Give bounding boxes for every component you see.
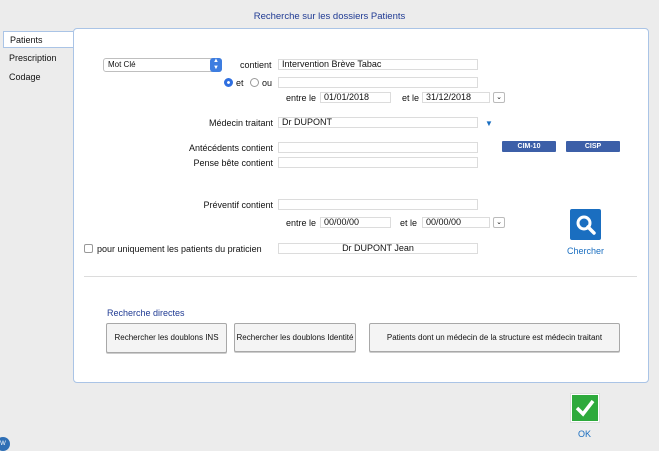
radio-et-label: et xyxy=(236,78,244,88)
pense-bete-label: Pense bête contient xyxy=(193,158,273,168)
radio-ou-label: ou xyxy=(262,78,273,88)
medecin-dropdown-icon[interactable]: ▼ xyxy=(485,119,493,128)
medecin-label: Médecin traitant xyxy=(208,118,273,128)
checkmark-icon xyxy=(571,394,599,422)
preventif-input[interactable] xyxy=(278,199,478,210)
cisp-button[interactable]: CISP xyxy=(566,141,620,152)
date2-to-label: et le xyxy=(400,218,418,228)
recherche-directes-label: Recherche directes xyxy=(107,308,185,318)
date2-to-input[interactable]: 00/00/00 xyxy=(422,217,490,228)
tab-prescription[interactable]: Prescription xyxy=(9,53,57,63)
tab-codage[interactable]: Codage xyxy=(9,72,41,82)
keyword-input[interactable]: Intervention Brève Tabac xyxy=(278,59,478,70)
search-button[interactable] xyxy=(570,209,601,240)
date1-to-label: et le xyxy=(402,93,420,103)
ok-button[interactable] xyxy=(570,393,600,423)
pense-bete-input[interactable] xyxy=(278,157,478,168)
date2-from-label: entre le xyxy=(286,218,317,228)
date2-dropdown-icon[interactable]: ⌄ xyxy=(493,217,505,228)
date1-from-input[interactable]: 01/01/2018 xyxy=(320,92,391,103)
app-badge-icon: W xyxy=(0,437,10,451)
window-title: Recherche sur les dossiers Patients xyxy=(253,11,406,22)
magnifier-icon xyxy=(570,209,601,240)
contient-label: contient xyxy=(240,60,272,70)
chercher-label[interactable]: Chercher xyxy=(567,246,605,256)
praticien-input[interactable]: Dr DUPONT Jean xyxy=(278,243,478,254)
radio-ou[interactable] xyxy=(250,78,259,87)
doublons-ins-button[interactable]: Rechercher les doublons INS xyxy=(106,323,227,353)
date1-to-input[interactable]: 31/12/2018 xyxy=(422,92,490,103)
antecedents-label: Antécédents contient xyxy=(188,143,273,153)
ok-label[interactable]: OK xyxy=(578,429,592,439)
date1-dropdown-icon[interactable]: ⌄ xyxy=(493,92,505,103)
antecedents-input[interactable] xyxy=(278,142,478,153)
keyword-input-2[interactable] xyxy=(278,77,478,88)
cim10-button[interactable]: CIM-10 xyxy=(502,141,556,152)
medecin-input[interactable]: Dr DUPONT xyxy=(278,117,478,128)
tab-patients[interactable]: Patients xyxy=(3,31,73,48)
select-arrows-icon: ▲ ▼ xyxy=(210,58,222,72)
medecin-structure-button[interactable]: Patients dont un médecin de la structure est médecin traitant xyxy=(369,323,620,352)
doublons-identite-button[interactable]: Rechercher les doublons Identité xyxy=(234,323,356,352)
keyword-select-value: Mot Clé xyxy=(108,60,136,69)
praticien-checkbox-label: pour uniquement les patients du praticien xyxy=(97,244,262,254)
keyword-select[interactable] xyxy=(103,58,222,72)
separator xyxy=(84,276,637,277)
date2-from-input[interactable]: 00/00/00 xyxy=(320,217,391,228)
date1-from-label: entre le xyxy=(286,93,317,103)
preventif-label: Préventif contient xyxy=(203,200,273,210)
praticien-checkbox[interactable] xyxy=(84,244,93,253)
radio-et[interactable] xyxy=(224,78,233,87)
